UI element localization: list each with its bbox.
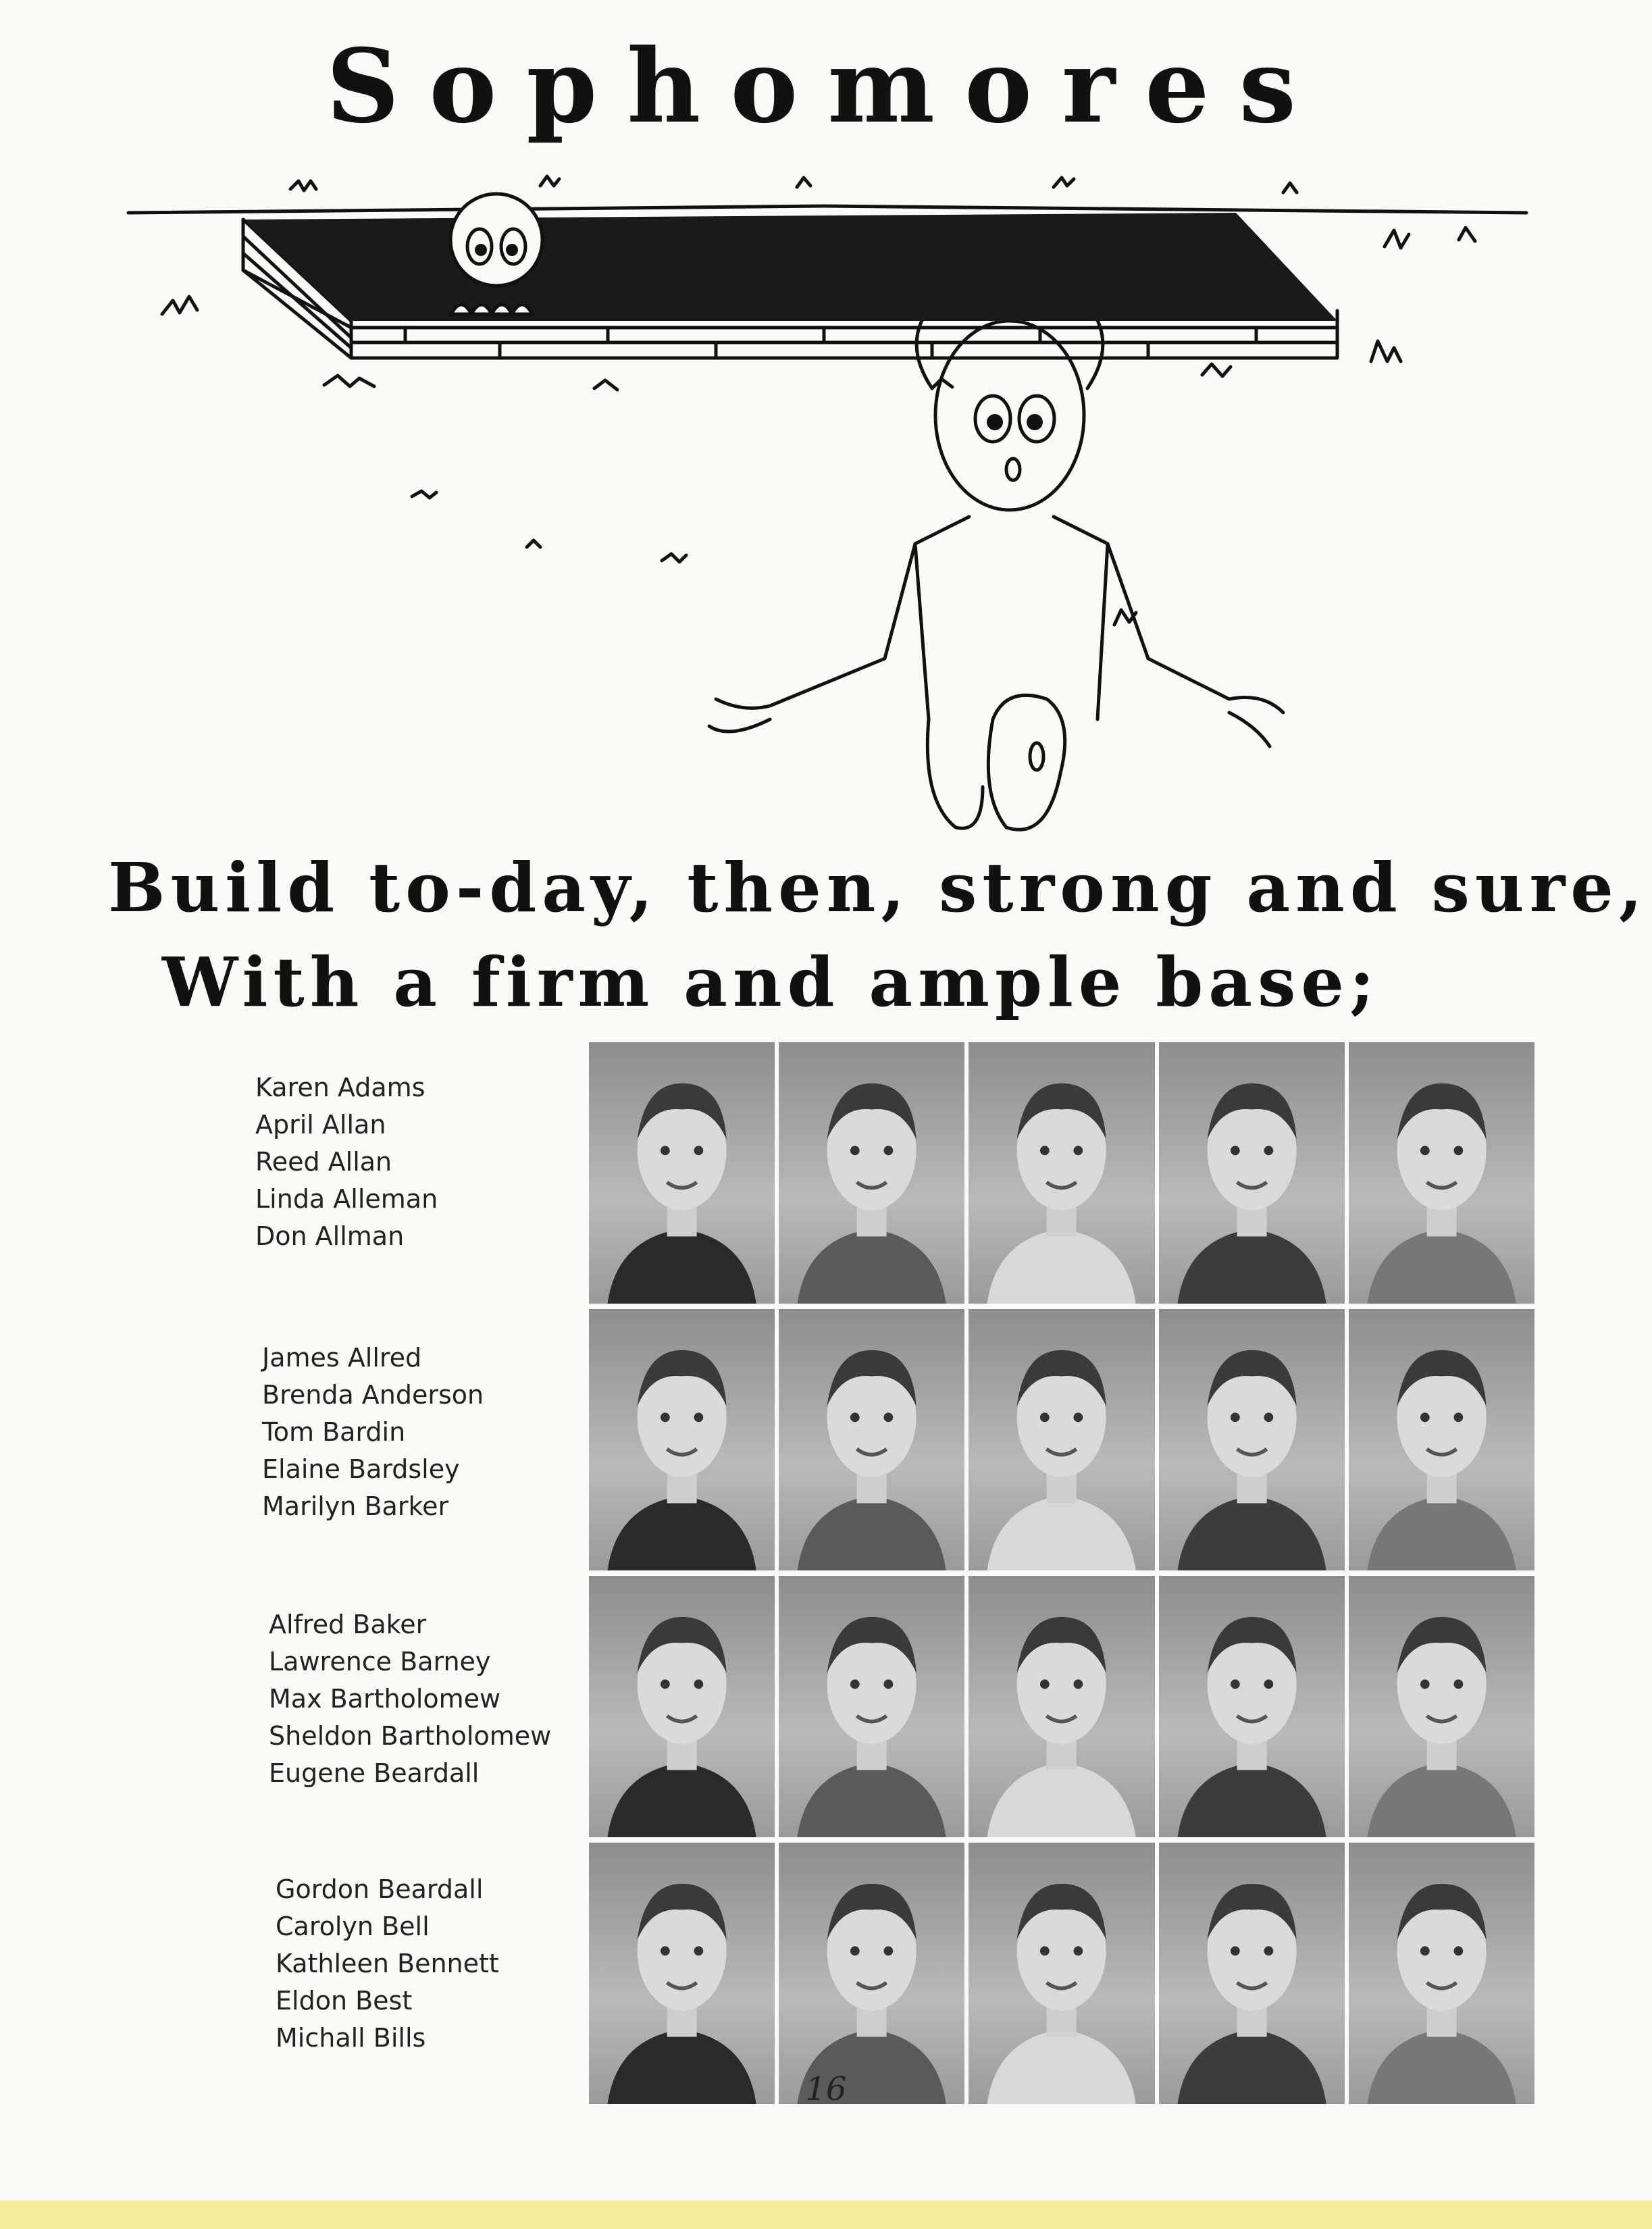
cartoon-illustration (122, 145, 1540, 848)
student-portrait (589, 1309, 775, 1570)
student-name: Max Bartholomew (269, 1684, 501, 1714)
student-name: Alfred Baker (269, 1610, 427, 1639)
student-portrait (589, 1042, 775, 1304)
portrait-silhouette (779, 1843, 964, 2104)
student-name: Michall Bills (276, 2023, 426, 2053)
portrait-silhouette (779, 1309, 964, 1570)
student-name: James Allred (262, 1343, 422, 1373)
student-portrait (1159, 1843, 1345, 2104)
portrait-silhouette (779, 1576, 964, 1837)
student-portrait (969, 1576, 1154, 1837)
student-name: Sheldon Bartholomew (269, 1721, 552, 1751)
page-number: 16 (805, 2070, 847, 2108)
portrait-silhouette (969, 1309, 1154, 1570)
bottom-strip (0, 2201, 1652, 2229)
student-portrait (779, 1309, 964, 1570)
page-title: Sophomores (326, 27, 1326, 146)
portrait-silhouette (589, 1042, 775, 1304)
portrait-silhouette (1349, 1576, 1534, 1837)
student-name: Carolyn Bell (276, 1912, 430, 1941)
student-portrait (969, 1309, 1154, 1570)
student-name: Linda Alleman (255, 1184, 438, 1214)
student-name: Eldon Best (276, 1986, 413, 2016)
portrait-silhouette (969, 1843, 1154, 2104)
student-portrait (1159, 1576, 1345, 1837)
student-name: Elaine Bardsley (262, 1454, 460, 1484)
student-name: Tom Bardin (262, 1417, 406, 1447)
photo-row-1 (589, 1042, 1534, 1304)
portrait-silhouette (589, 1576, 775, 1837)
student-portrait (779, 1576, 964, 1837)
student-name: Kathleen Bennett (276, 1949, 499, 1978)
student-portrait (969, 1843, 1154, 2104)
name-list-row-4 (276, 1871, 499, 2057)
portrait-silhouette (1349, 1843, 1534, 2104)
student-name: Marilyn Barker (262, 1491, 449, 1521)
portrait-silhouette (1159, 1843, 1345, 2104)
student-portrait (589, 1843, 775, 2104)
student-name: Reed Allan (255, 1147, 392, 1177)
student-portrait (1349, 1309, 1534, 1570)
student-name: Karen Adams (255, 1073, 425, 1102)
student-name: Eugene Beardall (269, 1758, 480, 1788)
name-list-row-2 (262, 1339, 484, 1525)
portrait-silhouette (1159, 1309, 1345, 1570)
student-portrait (969, 1042, 1154, 1304)
verse-line-2: With a firm and ample base; (162, 942, 1380, 1022)
student-portrait (1349, 1576, 1534, 1837)
student-portrait (779, 1042, 964, 1304)
photo-row-2 (589, 1309, 1534, 1570)
verse-line-1: Build to-day, then, strong and sure, (108, 848, 1648, 927)
name-list-row-1 (255, 1069, 438, 1255)
student-portrait (1159, 1309, 1345, 1570)
portrait-silhouette (1349, 1309, 1534, 1570)
portrait-silhouette (1349, 1042, 1534, 1304)
name-list-row-3 (269, 1606, 551, 1792)
portrait-silhouette (1159, 1042, 1345, 1304)
student-name: Gordon Beardall (276, 1874, 484, 1904)
student-name: Brenda Anderson (262, 1380, 484, 1410)
student-name: April Allan (255, 1110, 386, 1139)
portrait-silhouette (969, 1576, 1154, 1837)
student-name: Don Allman (255, 1221, 405, 1251)
student-portrait (1349, 1843, 1534, 2104)
student-portrait (1349, 1042, 1534, 1304)
student-name: Lawrence Barney (269, 1647, 491, 1676)
portrait-silhouette (779, 1042, 964, 1304)
photo-row-4 (589, 1843, 1534, 2104)
student-portrait (779, 1843, 964, 2104)
student-portrait (589, 1576, 775, 1837)
portrait-silhouette (969, 1042, 1154, 1304)
photo-row-3 (589, 1576, 1534, 1837)
student-portrait (1159, 1042, 1345, 1304)
portrait-silhouette (1159, 1576, 1345, 1837)
portrait-silhouette (589, 1309, 775, 1570)
portrait-silhouette (589, 1843, 775, 2104)
